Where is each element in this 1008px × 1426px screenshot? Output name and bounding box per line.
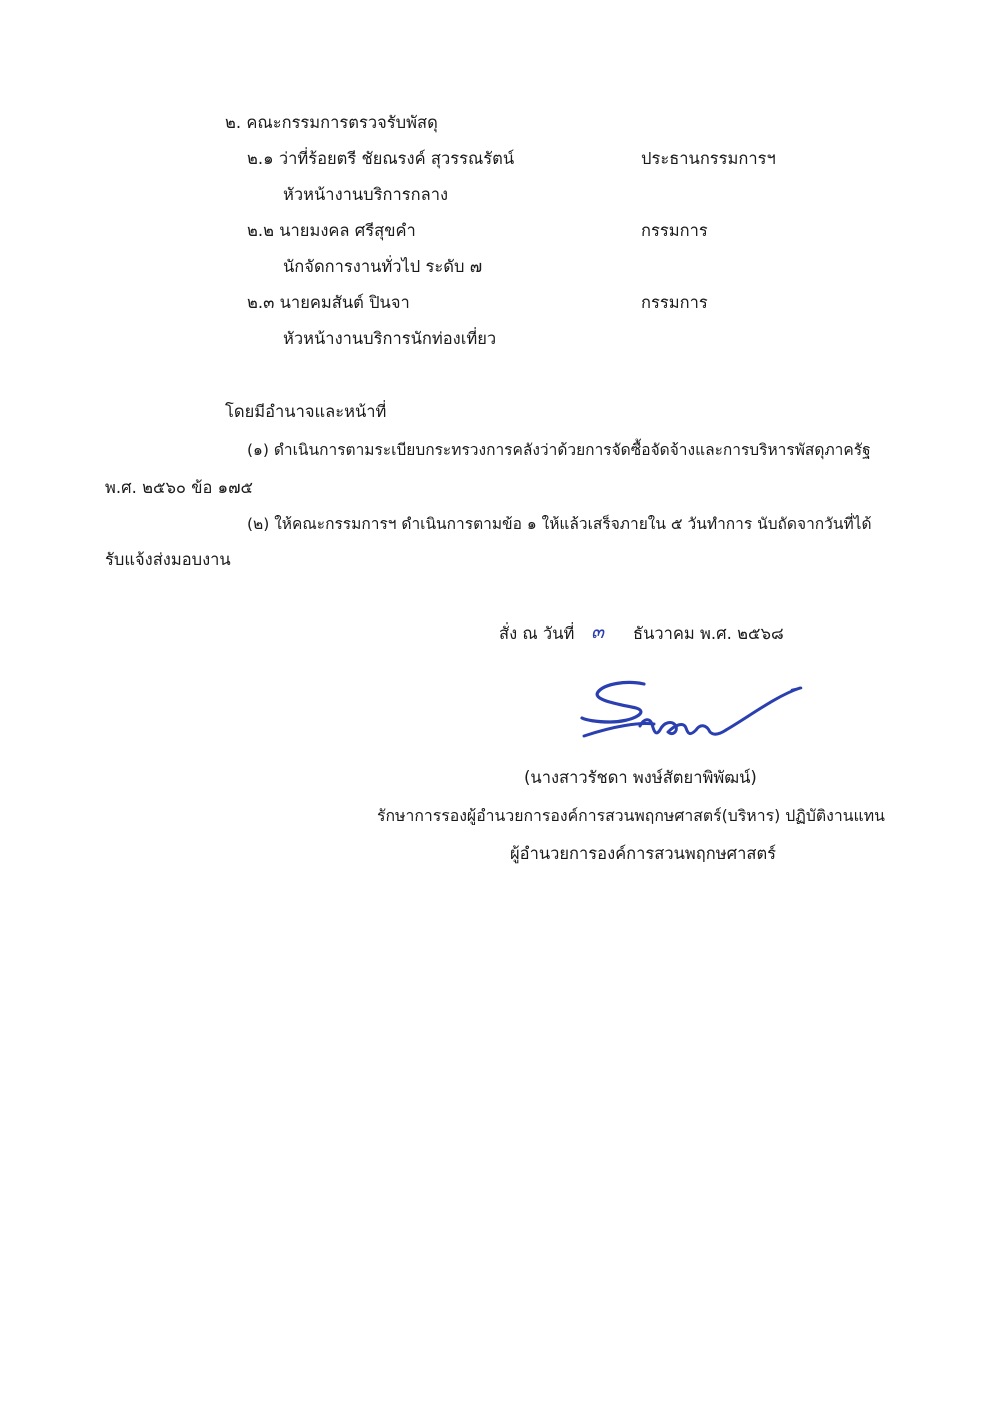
- member-3-name: ๒.๓ นายคมสันต์ ปินจา: [247, 293, 410, 312]
- signatory-name: (นางสาวรัชดา พงษ์สัตยาพิพัฒน์): [524, 768, 757, 787]
- signatory-title-line-2: ผู้อำนวยการองค์การสวนพฤกษศาสตร์: [510, 844, 777, 863]
- member-3-position: หัวหน้างานบริการนักท่องเที่ยว: [283, 329, 497, 348]
- member-1-role: ประธานกรรมการฯ: [641, 149, 776, 168]
- order-date-prefix: สั่ง ณ วันที่: [499, 624, 575, 643]
- order-date-day: ๓: [591, 621, 604, 643]
- duty-1-line-2: พ.ศ. ๒๕๖๐ ข้อ ๑๗๕: [105, 478, 254, 497]
- member-2-position: นักจัดการงานทั่วไป ระดับ ๗: [283, 257, 483, 276]
- member-2-role: กรรมการ: [641, 221, 708, 240]
- duty-2-line-1: (๒) ให้คณะกรรมการฯ ดำเนินการตามข้อ ๑ ให้แล้วเสร็จภายใน ๕ วันทำการ นับถัดจากวันที่ได้: [247, 515, 872, 533]
- committee-heading: ๒. คณะกรรมการตรวจรับพัสดุ: [225, 113, 438, 132]
- signatory-title-line-1: รักษาการรองผู้อำนวยการองค์การสวนพฤกษศาสตร์(บริหาร) ปฏิบัติงานแทน: [377, 806, 885, 825]
- duty-2-line-2: รับแจ้งส่งมอบงาน: [105, 550, 231, 569]
- member-2-name: ๒.๒ นายมงคล ศรีสุขคำ: [247, 221, 416, 240]
- duty-1-line-1: (๑) ดำเนินการตามระเบียบกระทรวงการคลังว่าด้วยการจัดซื้อจัดจ้างและการบริหารพัสดุภาครัฐ: [247, 441, 871, 459]
- member-1-name: ๒.๑ ว่าที่ร้อยตรี ชัยณรงค์ สุวรรณรัตน์: [247, 149, 515, 168]
- duties-heading: โดยมีอำนาจและหน้าที่: [225, 402, 387, 421]
- member-3-role: กรรมการ: [641, 293, 708, 312]
- signature-image: [580, 678, 805, 748]
- order-date-suffix: ธันวาคม พ.ศ. ๒๕๖๘: [633, 624, 784, 643]
- member-1-position: หัวหน้างานบริการกลาง: [283, 185, 449, 204]
